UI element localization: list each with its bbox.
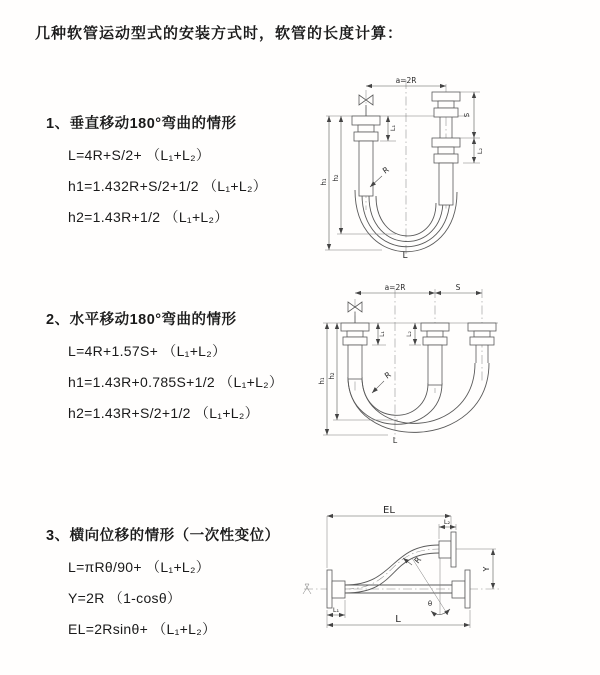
dim-label-h1: h₁	[318, 377, 326, 385]
dim-label-l1: L₁	[389, 124, 397, 132]
right-flange-original	[432, 138, 460, 205]
dimensions	[320, 76, 484, 260]
dim-label-h1: h₁	[320, 178, 328, 186]
dim-label-l: L	[402, 251, 408, 260]
right-flange-original	[452, 570, 470, 608]
dim-label-span: a=2R	[395, 76, 417, 85]
dim-label-l1: L₁	[379, 331, 386, 337]
section-3-formula-EL: EL=2Rsinθ+ （L₁+L₂）	[68, 621, 217, 637]
left-flange	[341, 323, 369, 379]
dim-label-span: a=2R	[384, 283, 406, 292]
section-3	[46, 524, 326, 650]
dim-label-el: EL	[383, 505, 395, 516]
page-title: 几种软管运动型式的安装方式时，软管的长度计算：	[35, 25, 404, 42]
dim-label-h2: h₂	[328, 372, 336, 380]
dim-label-l1: L₁	[332, 606, 340, 614]
horizontal-180-bend-diagram	[318, 281, 503, 445]
middle-flange-original	[421, 323, 449, 385]
section-1-heading: 1、垂直移动180°弯曲的情形	[46, 116, 237, 132]
dim-label-l2: L₂	[406, 331, 413, 337]
dim-label-l: L	[395, 614, 401, 625]
dim-label-l2: L₂	[443, 518, 451, 526]
dim-label-r: R	[380, 165, 391, 176]
dimensions	[327, 505, 493, 628]
section-2-formula-L: L=4R+1.57S+ （L₁+L₂）	[68, 343, 227, 359]
dim-label-s: S	[455, 283, 461, 292]
right-flange-moved	[432, 92, 460, 138]
hose-curves	[348, 363, 489, 432]
section-2-heading: 2、水平移动180°弯曲的情形	[46, 312, 237, 328]
left-flange	[327, 570, 345, 608]
section-1-formula-h1: h1=1.432R+S/2+1/2 （L₁+L₂）	[68, 178, 268, 194]
right-flange-moved	[439, 532, 456, 567]
dim-label-theta: θ	[427, 600, 433, 608]
section-2	[46, 308, 326, 434]
section-3-formula-L: L=πRθ/90+ （L₁+L₂）	[68, 559, 211, 575]
section-1	[46, 112, 326, 238]
section-2-formula-h2: h2=1.43R+S/2+1/2 （L₁+L₂）	[68, 405, 259, 421]
section-1-formula-L: L=4R+S/2+ （L₁+L₂）	[68, 147, 211, 163]
dim-label-r: R	[412, 555, 424, 566]
section-2-formula-h1: h1=1.43R+0.785S+1/2 （L₁+L₂）	[68, 374, 284, 390]
dim-label-r: R	[382, 370, 393, 381]
dim-label-y: Y	[482, 566, 491, 572]
dim-label-l: L	[392, 436, 398, 445]
left-flange	[352, 116, 380, 196]
dim-label-l2: L₂	[476, 147, 484, 155]
section-3-formula-Y: Y=2R （1-cosθ）	[68, 590, 182, 606]
vertical-180-bend-diagram	[318, 70, 503, 260]
lateral-displacement-diagram	[300, 502, 505, 637]
dim-label-h2: h₂	[332, 174, 340, 182]
section-3-heading: 3、横向位移的情形（一次性变位）	[46, 528, 280, 544]
section-1-formula-h2: h2=1.43R+1/2 （L₁+L₂）	[68, 209, 229, 225]
dim-label-s: S	[463, 112, 471, 118]
